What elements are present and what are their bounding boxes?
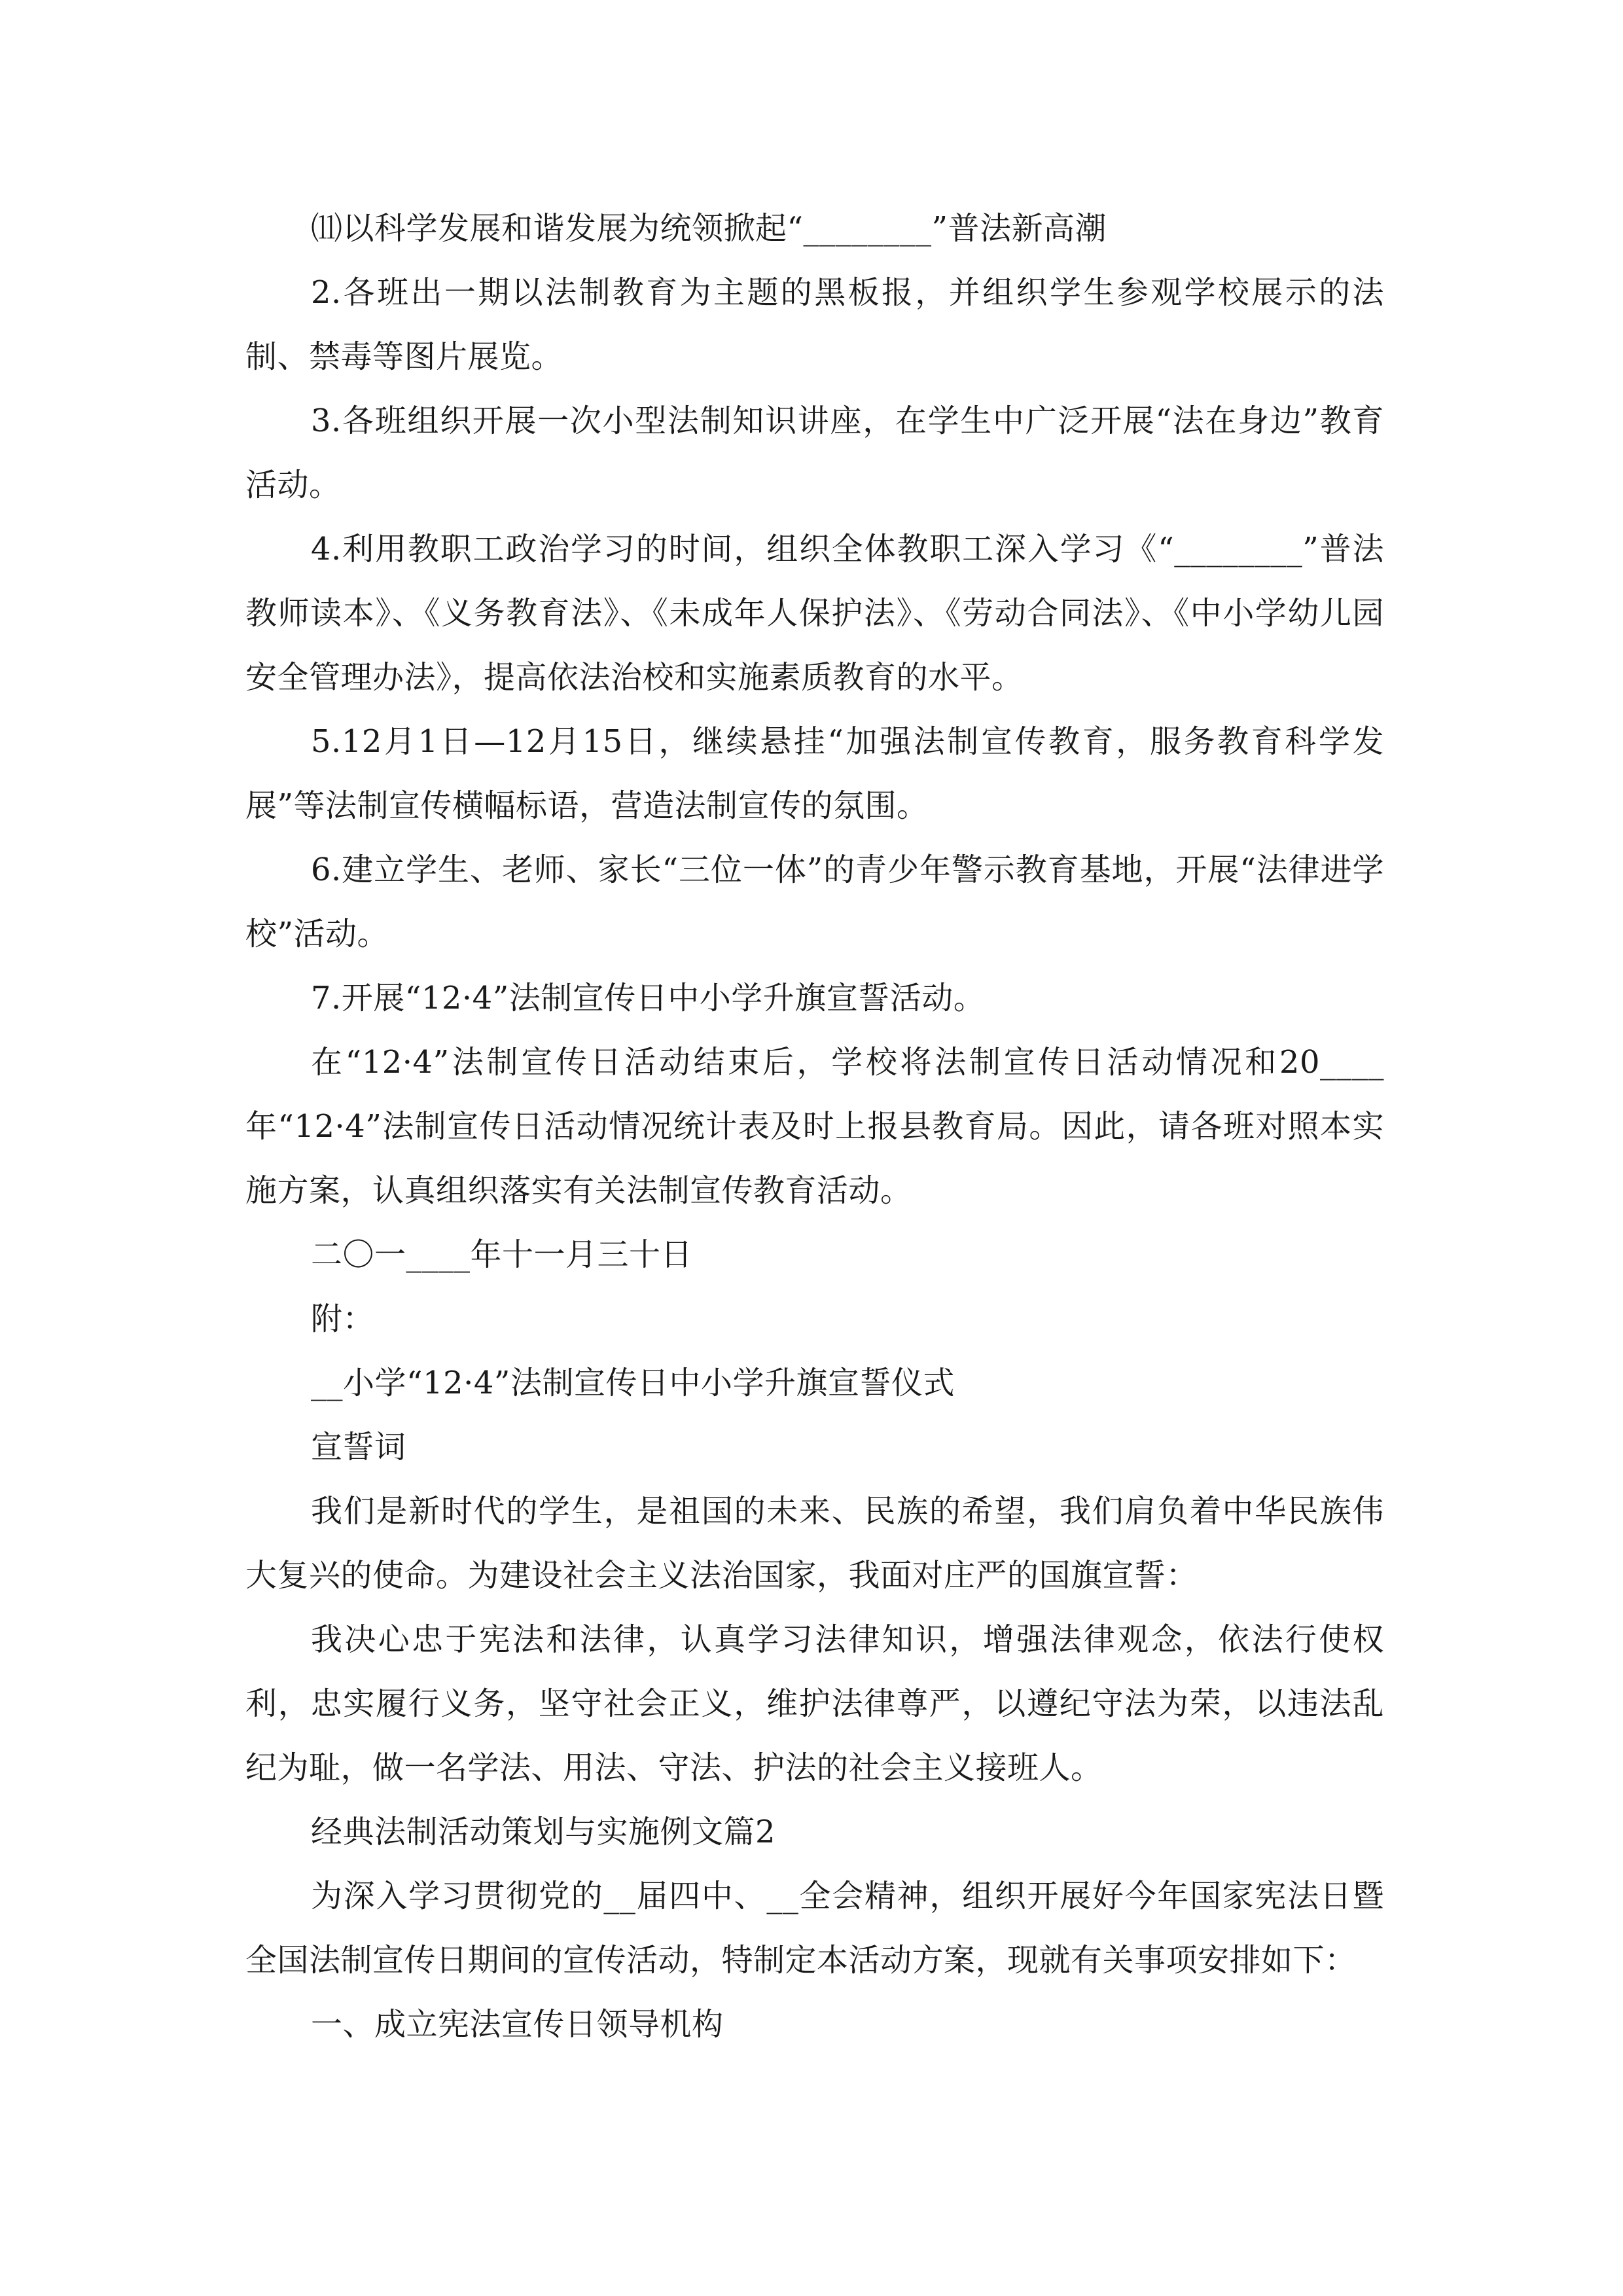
paragraph-oath-text: 我决心忠于宪法和法律，认真学习法律知识，增强法律观念，依法行使权利，忠实履行义务，坚守社会正义，维护法律尊严，以遵纪守法为荣，以违法乱纪为耻，做一名学法、用法、守法、护法的社会主义接班人。 bbox=[245, 1621, 1384, 1786]
paragraph-item-2: 2.各班出一期以法制教育为主题的黑板报，并组织学生参观学校展示的法制、禁毒等图片展览。 bbox=[245, 274, 1384, 375]
paragraph-item-4: 4.利用教职工政治学习的时间，组织全体教职工深入学习《“________”普法教师读本》、《义务教育法》、《未成年人保护法》、《劳动合同法》、《中小学幼儿园安全管理办法》，提高依法治校和实施素质教育的水平。 bbox=[245, 531, 1384, 696]
paragraph-date: 二〇一____年十一月三十日 bbox=[311, 1236, 693, 1273]
paragraph-report: 在“12·4”法制宣传日活动结束后，学校将法制宣传日活动情况和20____年“12·4”法制宣传日活动情况统计表及时上报县教育局。因此，请各班对照本实施方案，认真组织落实有关法制宣传教育活动。 bbox=[245, 1044, 1384, 1209]
paragraph-oath-intro: 我们是新时代的学生，是祖国的未来、民族的希望，我们肩负着中华民族伟大复兴的使命。为建设社会主义法治国家，我面对庄严的国旗宣誓： bbox=[245, 1493, 1384, 1594]
paragraph-section-title: 经典法制活动策划与实施例文篇2 bbox=[311, 1814, 776, 1850]
paragraph-oath-heading: 宣誓词 bbox=[311, 1429, 406, 1465]
paragraph-ceremony-title: __小学“12·4”法制宣传日中小学升旗宣誓仪式 bbox=[311, 1365, 955, 1401]
paragraph-appendix-label: 附： bbox=[311, 1300, 375, 1337]
paragraph-item-5: 5.12月1日—12月15日，继续悬挂“加强法制宣传教育，服务教育科学发展”等法制宣传横幅标语，营造法制宣传的氛围。 bbox=[245, 723, 1384, 824]
paragraph-blank-slogan: ⑾以科学发展和谐发展为统领掀起“________”普法新高潮 bbox=[311, 210, 1107, 247]
paragraph-plan-intro: 为深入学习贯彻党的__届四中、__全会精神，组织开展好今年国家宪法日暨全国法制宣传日期间的宣传活动，特制定本活动方案，现就有关事项安排如下： bbox=[245, 1878, 1384, 1979]
paragraph-item-6: 6.建立学生、老师、家长“三位一体”的青少年警示教育基地，开展“法律进学校”活动。 bbox=[245, 852, 1384, 952]
document-body bbox=[245, 196, 1384, 2056]
paragraph-heading-1: 一、成立宪法宣传日领导机构 bbox=[311, 2006, 724, 2043]
paragraph-item-3: 3.各班组织开展一次小型法制知识讲座，在学生中广泛开展“法在身边”教育活动。 bbox=[245, 403, 1384, 503]
paragraph-item-7: 7.开展“12·4”法制宣传日中小学升旗宣誓活动。 bbox=[311, 980, 986, 1016]
